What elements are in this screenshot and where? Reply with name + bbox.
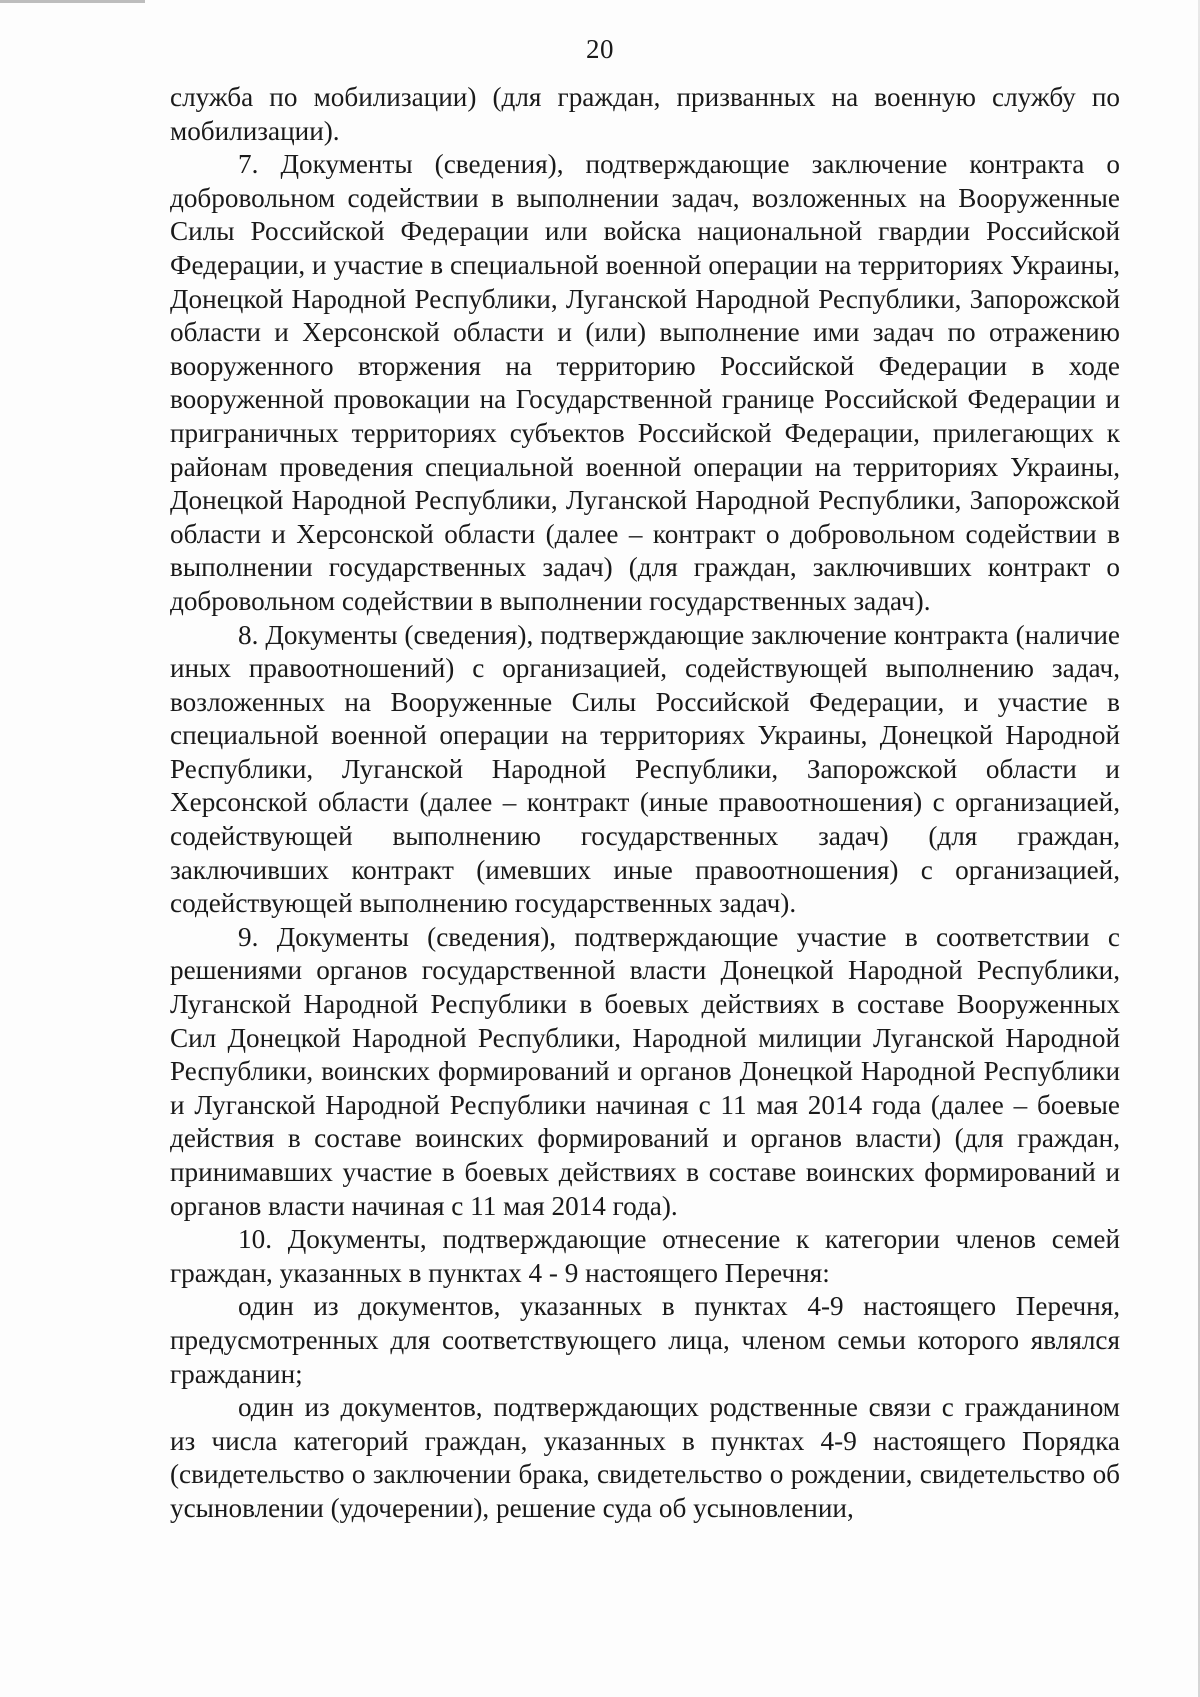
page-number: 20 [586,34,614,64]
paragraph-item-10: 10. Документы, подтверждающие отнесение к категории членов семей граждан, указанных в пунктах 4 - 9 настоящего Перечня: [170,1224,1120,1288]
paragraph-continuation-item-6: служба по мобилизации) (для граждан, призванных на военную службу по мобилизации). [170,82,1120,146]
paragraph-item-10-subitem-b: один из документов, подтверждающих родственные связи с гражданином из числа категорий граждан, указанных в пунктах 4-9 настоящего Порядка (свидетельство о заключении брака, свидетельство о рождении, свидетельство об усыновлении (удочерении), решение суда об усыновлении, [170,1392,1120,1523]
paragraph-item-8: 8. Документы (сведения), подтверждающие заключение контракта (наличие иных правоотношений) с организацией, содействующей выполнению задач, возложенных на Вооруженные Силы Российской Федерации, и участие в специальной военной операции на территориях Украины, Донецкой Народной Республики, Луганской Народной Республики, Запорожской области и Херсонской области (далее – контракт (иные правоотношения) с организацией, содействующей выполнению государственных задач) (для граждан, заключивших контракт (имевших иные правоотношения) с организацией, содействующей выполнению государственных задач). [170,619,1120,919]
scan-edge-artifact-top [0,0,145,3]
paragraph-item-10-subitem-a: один из документов, указанных в пунктах 4-9 настоящего Перечня, предусмотренных для соответствующего лица, членом семьи которого являлся гражданин; [170,1291,1120,1389]
paragraph-item-7: 7. Документы (сведения), подтверждающие заключение контракта о добровольном содействии в выполнении задач, возложенных на Вооруженные Силы Российской Федерации или войска национальной гвардии Российской Федерации, и участие в специальной военной операции на территориях Украины, Донецкой Народной Республики, Луганской Народной Республики, Запорожской области и Херсонской области и (или) выполнение ими задач по отражению вооруженного вторжения на территорию Российской Федерации в ходе вооруженной провокации на Государственной границе Российской Федерации и приграничных территориях субъектов Российской Федерации, прилегающих к районам проведения специальной военной операции на территориях Украины, Донецкой Народной Республики, Луганской Народной Республики, Запорожской области и Херсонской области (далее – контракт о добровольном содействии в выполнении государственных задач) (для граждан, заключивших контракт о добровольном содействии в выполнении государственных задач). [170,149,1120,616]
document-body [170,81,1120,1526]
paragraph-item-9: 9. Документы (сведения), подтверждающие участие в соответствии с решениями органов государственной власти Донецкой Народной Республики, Луганской Народной Республики в боевых действиях в составе Вооруженных Сил Донецкой Народной Республики, Народной милиции Луганской Народной Республики, воинских формирований и органов Донецкой Народной Республики и Луганской Народной Республики начиная с 11 мая 2014 года (далее – боевые действия в составе воинских формирований и органов власти) (для граждан, принимавших участие в боевых действиях в составе воинских формирований и органов власти начиная с 11 мая 2014 года). [170,921,1120,1221]
